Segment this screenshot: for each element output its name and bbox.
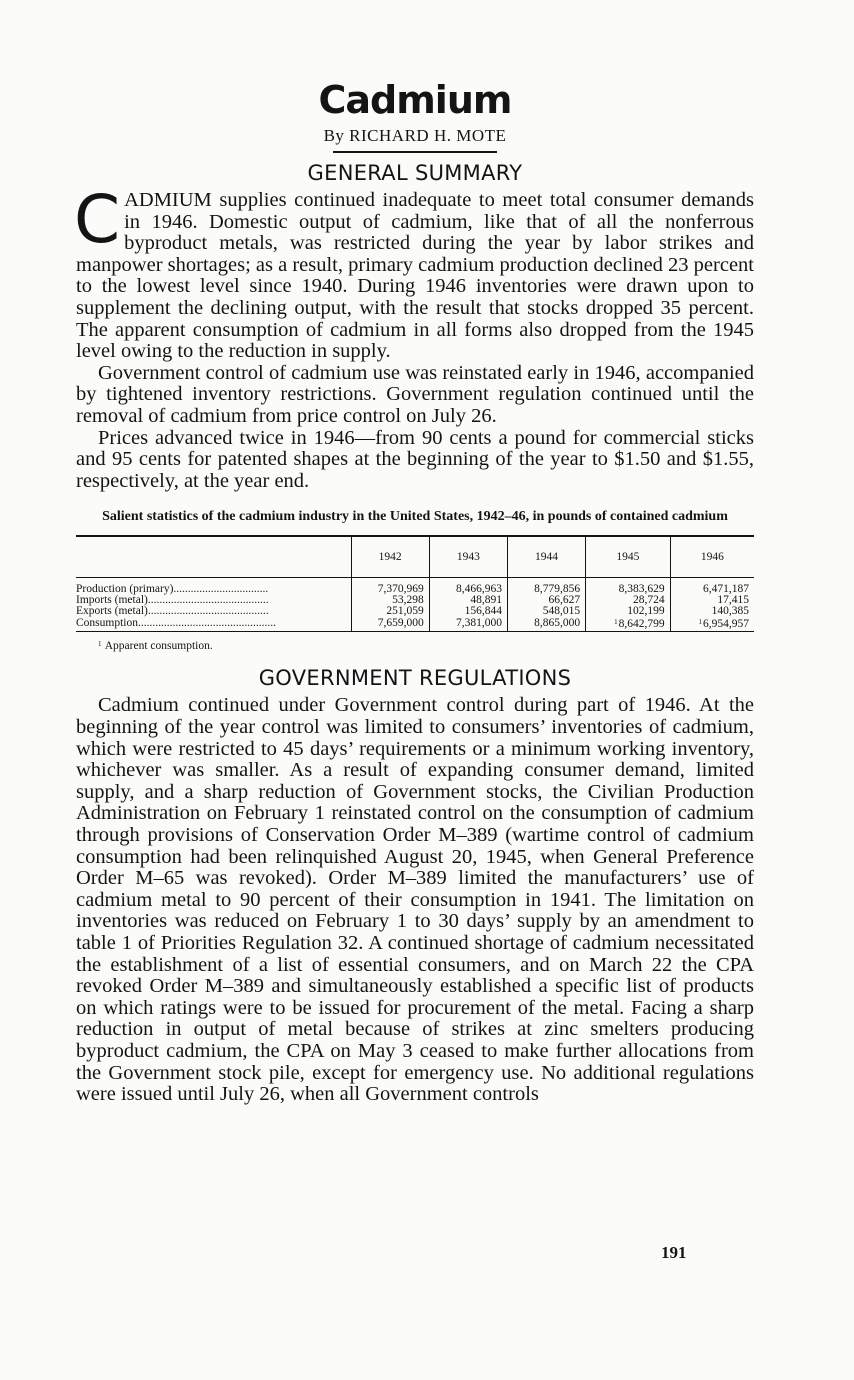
table-header-year: 1944 <box>507 536 585 578</box>
table-cell: 548,015 <box>507 606 585 617</box>
table-title: Salient statistics of the cadmium industry in the United States, 1942–46, in pounds of contained cadmium <box>102 509 728 525</box>
table-row <box>76 617 754 632</box>
page-number: 191 <box>661 1243 687 1262</box>
table-cell: 17,415 <box>670 595 754 606</box>
table-cell: 8,779,856 <box>507 578 585 596</box>
footnote-ref: 1 <box>698 618 702 627</box>
table-cell: 7,659,000 <box>351 617 429 632</box>
table-cell: 66,627 <box>507 595 585 606</box>
table-cell: 6,471,187 <box>670 578 754 596</box>
summary-paragraph-1-text: ADMIUM supplies continued inadequate to meet total consumer demands in 1946. Domestic output of cadmium, like that of all the nonferrous byproduct metals, was restricted during the year by labor strikes and manpower shortages; as a result, primary cadmium production declined 23 percent to the lowest level since 1940. During 1946 inventories were drawn upon to supplement the declining output, with the result that stocks dropped 35 percent. The apparent consumption of cadmium in all forms also dropped from the 1945 level owing to the reduction in supply. <box>76 188 754 363</box>
table-cell: 140,385 <box>670 606 754 617</box>
table-cell: 53,298 <box>351 595 429 606</box>
row-label: Exports (metal).......................................... <box>76 605 269 618</box>
table-cell: 8,865,000 <box>507 617 585 632</box>
table-header-year: 1943 <box>429 536 507 578</box>
table-header-year: 1942 <box>351 536 429 578</box>
salient-statistics-table <box>76 535 754 632</box>
row-label: Imports (metal).......................................... <box>76 594 269 607</box>
table-footnote <box>98 640 754 652</box>
table-cell: 8,466,963 <box>429 578 507 596</box>
table-cell: 8,383,629 <box>586 578 671 596</box>
table-cell: $^1$6,954,957 <box>670 617 754 632</box>
byline-rule <box>333 151 497 153</box>
table-header-year: 1946 <box>670 536 754 578</box>
government-regulations-heading: GOVERNMENT REGULATIONS <box>258 666 572 691</box>
footnote-ref: 1 <box>614 618 618 627</box>
drop-cap: C <box>74 180 121 258</box>
table-cell: 28,724 <box>586 595 671 606</box>
page-content <box>76 74 754 1106</box>
summary-paragraph-2: Government control of cadmium use was reinstated early in 1946, accompanied by tightened inventory restrictions. Government regulation continued until the removal of cadmium from price control on July 26. <box>76 361 754 427</box>
table-cell: $^1$8,642,799 <box>586 617 671 632</box>
table-cell: 48,891 <box>429 595 507 606</box>
table-header-row <box>76 536 754 578</box>
table-cell: 7,381,000 <box>429 617 507 632</box>
table-header-year: 1945 <box>586 536 671 578</box>
footnote-mark: 1 <box>98 640 102 649</box>
general-summary-heading: GENERAL SUMMARY <box>307 160 523 185</box>
table-header-blank <box>76 536 351 578</box>
table-cell: 251,059 <box>351 606 429 617</box>
regulations-paragraph-1: Cadmium continued under Government control during part of 1946. At the beginning of the year control was limited to consumers’ inventories of cadmium, which were restricted to 45 days’ requirements or a minimum working inventory, whichever was smaller. As a result of expanding consumer demand, limited supply, and a sharp reduction of Government stocks, the Civilian Production Administration on February 1 reinstated control on the consumption of cadmium through provisions of Conservation Order M–389 (wartime control of cadmium consumption had been relinquished August 20, 1945, when General Preference Order M–65 was revoked). Order M–389 limited the manufacturers’ use of cadmium metal to 90 percent of their consumption in 1941. The limitation on inventories was reduced on February 1 to 30 days’ supply by an amendment to table 1 of Priorities Regulation 32. A continued shortage of cadmium necessitated the establishment of a list of essential consumers, and on March 22 the CPA revoked Order M–389 and simultaneously established a specific list of products on which ratings were to be issued for procurement of the metal. Facing a sharp reduction in output of metal because of strikes at zinc smelters producing byproduct cadmium, the CPA on May 3 ceased to make further allocations from the Government stock pile, except for emergency use. No additional regulations were issued until July 26, when all Government controls <box>76 694 754 1106</box>
article-title: Cadmium <box>318 78 512 122</box>
table-row <box>76 578 754 596</box>
table-cell: 156,844 <box>429 606 507 617</box>
table-row <box>76 606 754 617</box>
row-label: Production (primary)................................. <box>76 583 269 596</box>
footnote-text: Apparent consumption. <box>104 640 213 653</box>
table-cell: 7,370,969 <box>351 578 429 596</box>
summary-paragraph-3: Prices advanced twice in 1946—from 90 cents a pound for commercial sticks and 95 cents for patented shapes at the beginning of the year to $1.50 and $1.55, respectively, at the year end. <box>76 426 754 492</box>
summary-paragraph-1 <box>74 180 754 363</box>
table-cell: 102,199 <box>586 606 671 617</box>
row-label: Consumption................................................ <box>76 617 276 630</box>
byline: By RICHARD H. MOTE <box>323 125 507 145</box>
